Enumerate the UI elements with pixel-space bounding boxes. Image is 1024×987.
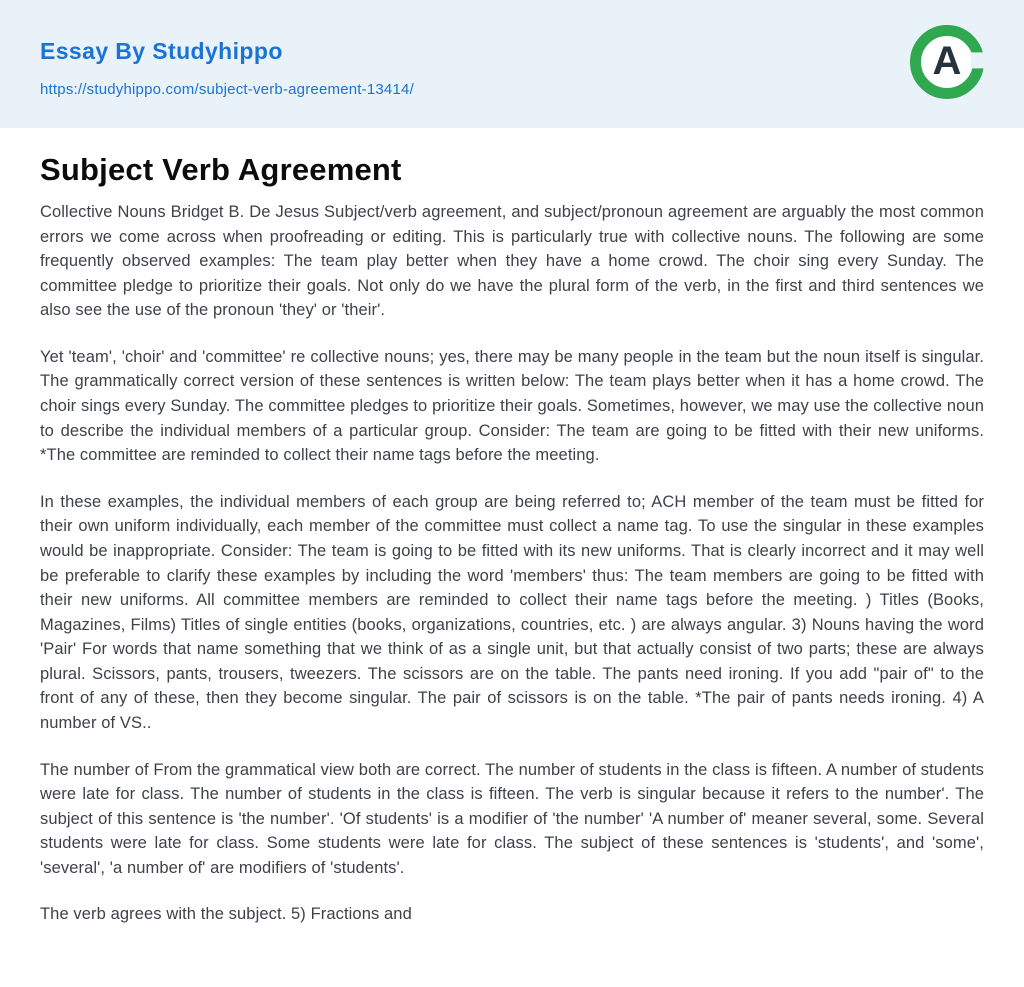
essay-paragraph: The verb agrees with the subject. 5) Fractions and [40, 905, 412, 924]
studyhippo-logo-icon [910, 25, 984, 99]
essay-article [0, 128, 1024, 987]
essay-paragraph: Collective Nouns Bridget B. De Jesus Subject/verb agreement, and subject/pronoun agreement are arguably the most common errors we come across when proofreading or editing. This is particularly true with collective nouns. The following are some frequently observed examples: The team play better when they have a home crowd. The choir sing every Sunday. The committee pledge to prioritize their goals. Not only do we have the plural form of the verb, in the first and third sentences we also see the use of the pronoun 'they' or 'their'. [40, 203, 984, 320]
source-url-link[interactable]: https://studyhippo.com/subject-verb-agreement-13414/ [40, 81, 414, 98]
site-title: Essay By Studyhippo [40, 38, 283, 64]
logo-letter: A [932, 39, 962, 83]
essay-body [40, 200, 984, 927]
essay-paragraph: The number of From the grammatical view both are correct. The number of students in the class is fifteen. A number of students were late for class. The number of students in the class is fifteen. The verb is singular because it refers to the number'. The subject of this sentence is 'the number'. 'Of students' is a modifier of 'the number' 'A number of' meaner several, some. Several students were late for class. Some students were late for class. The subject of these sentences is 'students', and 'some', 'several', 'a number of' are modifiers of 'students'. [40, 760, 984, 877]
essay-paragraph: Yet 'team', 'choir' and 'committee' re collective nouns; yes, there may be many people in the team but the noun itself is singular. The grammatically correct version of these sentences is written below: The team plays better when it has a home crowd. The choir sings every Sunday. The committee pledges to prioritize their goals. Sometimes, however, we may use the collective noun to describe the individual members of a particular group. Consider: The team are going to be fitted with their new uniforms. *The committee are reminded to collect their name tags before the meeting. [40, 347, 984, 465]
essay-paragraph: In these examples, the individual members of each group are being referred to; ACH member of the team must be fitted for their own uniform individually, each member of the committee must collect a name tag. To use the singular in these examples would be inappropriate. Consider: The team is going to be fitted with its new uniforms. That is clearly incorrect and it may well be preferable to clarify these examples by including the word 'members' thus: The team members are going to be fitted with their new uniforms. All committee members are reminded to collect their name tags before the meeting. ) Titles (Books, Magazines, Films) Titles of single entities (books, organizations, countries, etc. ) are always angular. 3) Nouns having the word 'Pair' For words that name something that we think of as a single unit, but that actually consist of two parts; these are always plural. Scissors, pants, trousers, tweezers. The scissors are on the table. The pants need ironing. If you add "pair of" to the front of any of these, then they become singular. The pair of scissors is on the table. *The pair of pants needs ironing. 4) A number of VS.. [40, 492, 984, 732]
logo-ring-gap [971, 52, 986, 68]
page-header [0, 0, 1024, 128]
page-title: Subject Verb Agreement [40, 152, 402, 187]
